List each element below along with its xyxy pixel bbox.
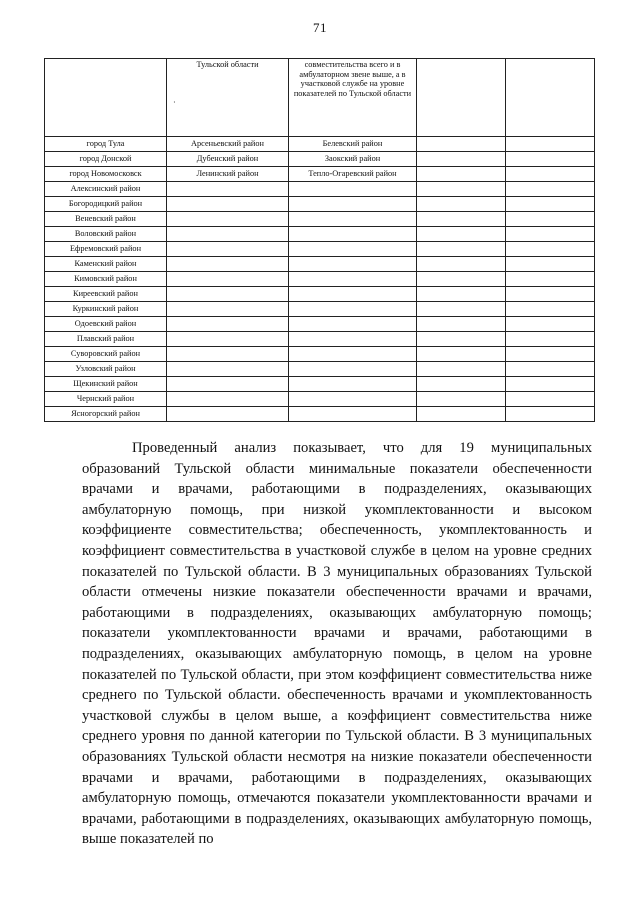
table-cell bbox=[506, 377, 595, 392]
table-row bbox=[45, 167, 595, 182]
table-cell bbox=[167, 227, 289, 242]
table-cell bbox=[506, 167, 595, 182]
table-cell bbox=[417, 227, 506, 242]
table-row bbox=[45, 392, 595, 407]
table-cell bbox=[289, 407, 417, 422]
table-row bbox=[45, 257, 595, 272]
table-cell bbox=[417, 392, 506, 407]
table-cell: город Донской bbox=[45, 152, 167, 167]
table-cell: город Тула bbox=[45, 137, 167, 152]
table-row bbox=[45, 362, 595, 377]
header-cell-2 bbox=[167, 59, 289, 137]
table-cell bbox=[417, 257, 506, 272]
table-cell bbox=[167, 377, 289, 392]
table-row bbox=[45, 407, 595, 422]
table-cell bbox=[417, 167, 506, 182]
table-cell bbox=[289, 272, 417, 287]
table-cell bbox=[417, 242, 506, 257]
table-cell bbox=[506, 287, 595, 302]
table-cell: Дубенский район bbox=[167, 152, 289, 167]
table-cell: Ясногорский район bbox=[45, 407, 167, 422]
table-cell: Ленинский район bbox=[167, 167, 289, 182]
table-cell bbox=[289, 392, 417, 407]
table-cell bbox=[289, 212, 417, 227]
table-cell: Одоевский район bbox=[45, 317, 167, 332]
header-cell-1 bbox=[45, 59, 167, 137]
table-cell bbox=[506, 272, 595, 287]
header-cell-3: совместительства всего и в амбулаторном звене выше, а в участковой службе на уровне показателей по Тульской области bbox=[289, 59, 417, 137]
table-row bbox=[45, 212, 595, 227]
table-cell: Чернский район bbox=[45, 392, 167, 407]
table-row bbox=[45, 272, 595, 287]
table-cell bbox=[417, 377, 506, 392]
table-cell: Ефремовский район bbox=[45, 242, 167, 257]
table-cell: Куркинский район bbox=[45, 302, 167, 317]
table-cell bbox=[506, 347, 595, 362]
header-cell-2-mark: · bbox=[173, 97, 176, 107]
table-cell: Богородицкий район bbox=[45, 197, 167, 212]
table-cell bbox=[289, 377, 417, 392]
table-cell bbox=[289, 197, 417, 212]
table-cell bbox=[417, 332, 506, 347]
table-cell: Каменский район bbox=[45, 257, 167, 272]
header-cell-5 bbox=[506, 59, 595, 137]
table-row bbox=[45, 197, 595, 212]
table-cell bbox=[167, 347, 289, 362]
table-cell bbox=[417, 287, 506, 302]
table-cell bbox=[289, 347, 417, 362]
table-row bbox=[45, 347, 595, 362]
table-cell bbox=[506, 152, 595, 167]
table-cell bbox=[289, 332, 417, 347]
table-cell bbox=[417, 137, 506, 152]
table-cell bbox=[506, 257, 595, 272]
municipalities-table bbox=[44, 58, 595, 422]
table-row bbox=[45, 227, 595, 242]
table-cell bbox=[289, 182, 417, 197]
table-row bbox=[45, 302, 595, 317]
table-cell bbox=[506, 317, 595, 332]
table-cell bbox=[289, 302, 417, 317]
table-row bbox=[45, 377, 595, 392]
table-cell bbox=[167, 242, 289, 257]
table-cell: Белевский район bbox=[289, 137, 417, 152]
table-cell bbox=[167, 212, 289, 227]
table-cell bbox=[506, 242, 595, 257]
table-cell bbox=[417, 362, 506, 377]
table-row bbox=[45, 152, 595, 167]
table-cell bbox=[506, 407, 595, 422]
table-cell: Киреевский район bbox=[45, 287, 167, 302]
table-cell bbox=[167, 257, 289, 272]
table-cell: город Новомосковск bbox=[45, 167, 167, 182]
table-cell bbox=[167, 392, 289, 407]
table-cell bbox=[167, 407, 289, 422]
table-cell: Арсеньевский район bbox=[167, 137, 289, 152]
table-cell bbox=[417, 182, 506, 197]
table-row bbox=[45, 317, 595, 332]
table-cell bbox=[417, 152, 506, 167]
table-cell bbox=[417, 302, 506, 317]
table-cell bbox=[506, 302, 595, 317]
table-cell bbox=[506, 182, 595, 197]
table-cell: Алексинский район bbox=[45, 182, 167, 197]
table-row bbox=[45, 332, 595, 347]
table-cell bbox=[167, 332, 289, 347]
table-cell bbox=[289, 242, 417, 257]
table-cell bbox=[417, 272, 506, 287]
table-cell bbox=[289, 362, 417, 377]
table-cell bbox=[289, 287, 417, 302]
table-cell bbox=[167, 182, 289, 197]
table-cell bbox=[417, 212, 506, 227]
table-row bbox=[45, 137, 595, 152]
table-header-row bbox=[45, 59, 595, 137]
table-row bbox=[45, 287, 595, 302]
table-cell bbox=[506, 197, 595, 212]
table-cell bbox=[417, 407, 506, 422]
page-number: 71 bbox=[313, 20, 327, 35]
table-cell: Веневский район bbox=[45, 212, 167, 227]
table-cell: Плавский район bbox=[45, 332, 167, 347]
analysis-paragraph: Проведенный анализ показывает, что для 19 муниципальных образований Тульской области минимальные показатели обеспеченности врачами и врачами, работающими в подразделениях, оказывающих амбулаторную помощь, при низкой укомплектованности и высоком коэффициенте совместительства; обеспеченность, укомплектованность и коэффициент совместительства в участковой службе в целом на уровне средних показателей по Тульской области. В 3 муниципальных образованиях Тульской области отмечены низкие показатели обеспеченности врачами и врачами, работающими в подразделениях, оказывающих амбулаторную помощь; показатели укомплектованности врачами и врачами, работающими в подразделениях, оказывающих амбулаторную помощь, в целом на уровне показателей по Тульской области, при этом коэффициент совместительства ниже среднего по Тульской области. обеспеченность врачами и укомплектованность участковой службы в целом выше, а коэффициент совместительства ниже среднего уровня по данной категории по Тульской области. В 3 муниципальных образованиях Тульской области несмотря на низкие показатели обеспеченности врачами и врачами, работающими в подразделениях, оказывающих амбулаторную помощь, отмечаются показатели укомплектованности врачами и врачами, работающими в подразделениях, оказывающих амбулаторную помощь, выше показателей по bbox=[82, 440, 592, 848]
table-cell bbox=[289, 317, 417, 332]
table-cell: Заокский район bbox=[289, 152, 417, 167]
table-cell bbox=[289, 227, 417, 242]
table-cell bbox=[167, 197, 289, 212]
table-cell bbox=[506, 332, 595, 347]
table-cell bbox=[506, 137, 595, 152]
table-cell bbox=[506, 227, 595, 242]
table-cell bbox=[167, 362, 289, 377]
table-row bbox=[45, 242, 595, 257]
table-cell: Тепло-Огаревский район bbox=[289, 167, 417, 182]
table-cell: Щекинский район bbox=[45, 377, 167, 392]
table-cell bbox=[506, 392, 595, 407]
table-cell bbox=[167, 272, 289, 287]
table-cell bbox=[506, 212, 595, 227]
table-cell bbox=[167, 287, 289, 302]
table-cell bbox=[167, 317, 289, 332]
table-cell bbox=[417, 317, 506, 332]
table-cell bbox=[289, 257, 417, 272]
table-cell bbox=[506, 362, 595, 377]
header-cell-2-text: Тульской области bbox=[196, 60, 259, 69]
table-cell bbox=[417, 197, 506, 212]
table-cell: Узловский район bbox=[45, 362, 167, 377]
table-cell: Кимовский район bbox=[45, 272, 167, 287]
table-cell: Воловский район bbox=[45, 227, 167, 242]
header-cell-4 bbox=[417, 59, 506, 137]
table-cell bbox=[417, 347, 506, 362]
table-row bbox=[45, 182, 595, 197]
table-cell bbox=[167, 302, 289, 317]
table-cell: Суворовский район bbox=[45, 347, 167, 362]
